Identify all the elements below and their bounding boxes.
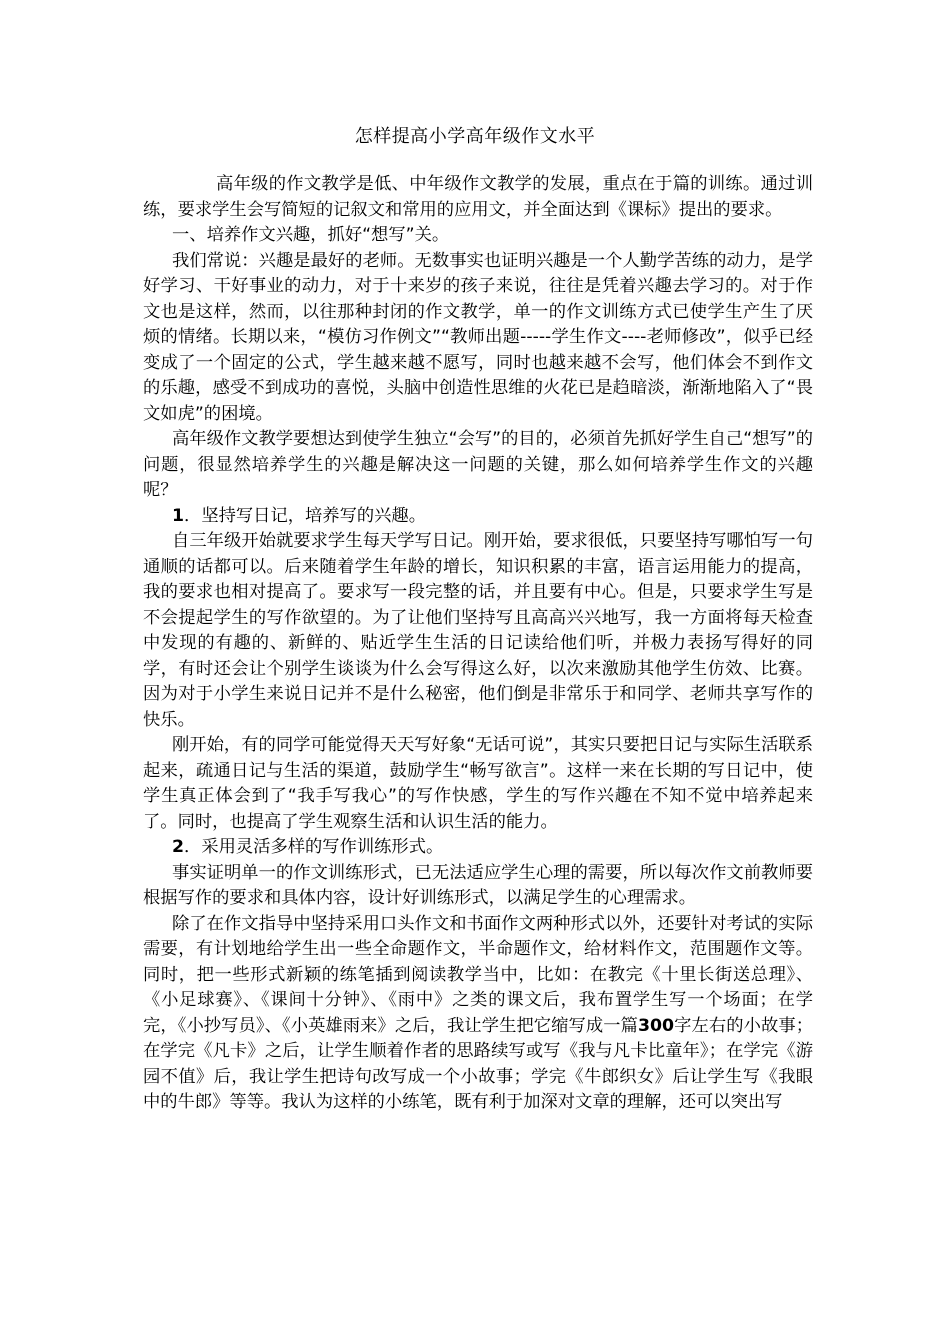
body-paragraph: 刚开始，有的同学可能觉得天天写好象“无话可说”，其实只要把日记与实际生活联系起来，疏通日记与生活的渠道，鼓励学生“畅写欲言”。这样一来在长期的写日记中，使学生真正体会到了“我手写我心”的写作快感，学生的写作兴趣在不知不觉中培养起来了。同时，也提高了学生观察生活和认识生活的能力。 <box>143 735 813 832</box>
body-paragraph: 自三年级开始就要求学生每天学写日记。刚开始，要求很低，只要坚持写哪怕写一句通顺的话都可以。后来随着学生年龄的增长，知识积累的丰富，语言运用能力的提高，我的要求也相对提高了。要求写一段完整的话，并且要有中心。但是，只要求学生写是不会提起学生的写作欲望的。为了让他们坚持写且高高兴兴地写，我一方面将每天检查中发现的有趣的、新鲜的、贴近学生生活的日记读给他们听，并极力表扬写得好的同学，有时还会让个别学生谈谈为什么会写得这么好，以次来激励其他学生仿效、比赛。因为对于小学生来说日记并不是什么秘密，他们倒是非常乐于和同学、老师共享写作的快乐。 <box>143 531 813 730</box>
subsection-number: 2 <box>172 837 185 857</box>
paragraph-text: 字左右的小故事；在学完《凡卡》之后，让学生顺着作者的思路续写或写《我与凡卡比童年》；在学完《游园不值》后，我让学生把诗句改写成一个小故事；学完《牛郎织女》后让学生写《我眼中的牛郎》等等。我认为这样的小练笔，既有利于加深对文章的理解，还可以突出写 <box>143 1015 813 1112</box>
subsection-heading <box>143 504 813 530</box>
subsection-text: ．采用灵活多样的写作训练形式。 <box>184 837 444 857</box>
subsection-heading <box>143 835 813 861</box>
body-paragraph: 高年级作文教学要想达到使学生独立“会写”的目的，必须首先抓好学生自己“想写”的问题，很显然培养学生的兴趣是解决这一问题的关键，那么如何培养学生作文的兴趣呢？ <box>143 429 813 500</box>
document-title: 怎样提高小学高年级作文水平 <box>354 126 596 147</box>
word-count-number: 300 <box>637 1015 675 1036</box>
body-paragraph: 事实证明单一的作文训练形式，已无法适应学生心理的需要，所以每次作文前教师要根据写作的要求和具体内容，设计好训练形式，以满足学生的心理需求。 <box>143 862 813 908</box>
subsection-text: ．坚持写日记，培养写的兴趣。 <box>184 505 426 526</box>
body-paragraph: 我们常说：兴趣是最好的老师。无数事实也证明兴趣是一个人勤学苦练的动力，是学好学习、干好事业的动力，对于十来岁的孩子来说，往往是凭着兴趣去学习的。对于作文也是这样，然而，以往那种封闭的作文教学，单一的作文训练方式已使学生产生了厌烦的情绪。长期以来，“模仿习作例文”“教师出题-----学生作文----老师修改”，似乎已经变成了一个固定的公式，学生越来越不愿写，同时也越来越不会写，他们体会不到作文的乐趣，感受不到成功的喜悦，头脑中创造性思维的火花已是趋暗淡，渐渐地陷入了“畏文如虎”的困境。 <box>143 250 813 424</box>
body-paragraph <box>143 912 813 1116</box>
paragraph-text: 除了在作文指导中坚持采用口头作文和书面作文两种形式以外，还要针对考试的实际需要，有计划地给学生出一些全命题作文，半命题作文，给材料作文，范围题作文等。同时，把一些形式新颖的练笔插到阅读教学当中，比如：在教完《十里长街送总理》、《小足球赛》、《课间十分钟》、《雨中》之类的课文后，我布置学生写一个场面；在学完，《小抄写员》、《小英雄雨来》之后，我让学生把它缩写成一篇 <box>143 913 813 1036</box>
intro-paragraph: 高年级的作文教学是低、中年级作文教学的发展，重点在于篇的训练。通过训练，要求学生会写简短的记叙文和常用的应用文，并全面达到《课标》提出的要求。 <box>143 174 813 220</box>
section-heading: 一、培养作文兴趣，抓好“想写”关。 <box>172 225 450 245</box>
document-body <box>143 172 813 1116</box>
subsection-number: 1 <box>172 505 185 526</box>
